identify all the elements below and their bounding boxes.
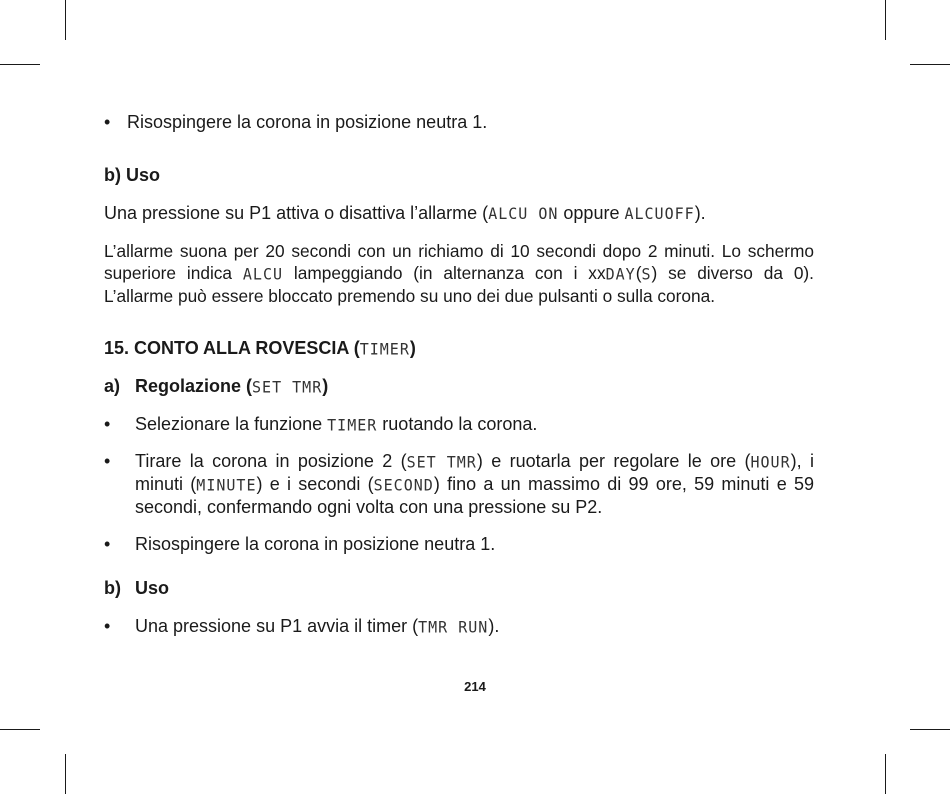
section-15-heading <box>104 337 814 360</box>
text-run: oppure <box>558 203 625 223</box>
lcd-text: MINUTE <box>196 475 257 495</box>
alarm-use-heading: b) Uso <box>104 165 160 185</box>
crop-mark <box>885 0 886 40</box>
crop-mark <box>0 729 40 730</box>
crop-mark <box>65 0 66 40</box>
crop-mark <box>65 754 66 794</box>
text-run: Una pressione su P1 avvia il timer ( <box>135 616 419 636</box>
page-number: 214 <box>464 679 486 694</box>
sub-text: Uso <box>135 578 170 598</box>
text-run: Selezionare la funzione <box>135 414 328 434</box>
crop-mark <box>885 754 886 794</box>
lcd-text: SET TMR <box>406 452 477 472</box>
text-run: lampeggiando (in alternanza con i xx <box>283 263 606 283</box>
text-run: ). <box>488 616 500 636</box>
alarm-ring-paragraph <box>104 240 814 307</box>
text-run: ) <box>322 376 329 396</box>
crop-mark <box>910 64 950 65</box>
heading-text: ) <box>409 338 416 358</box>
text-run: ) e ruotarla per regolare le ore ( <box>476 451 751 471</box>
text-run: ) e i secondi ( <box>256 474 374 494</box>
bullet-dot: • <box>104 616 111 636</box>
sub-text <box>135 375 814 398</box>
text-run: ), i minuti ( <box>135 451 814 494</box>
bullet-dot: • <box>104 414 111 434</box>
alarm-toggle-paragraph <box>104 202 814 225</box>
lcd-text: TMR RUN <box>418 617 489 637</box>
sub-label: a) <box>104 376 121 396</box>
sub-label: b) <box>104 578 121 598</box>
text-run: ) fino a un massimo di 99 ore, 59 minuti e 59 secondi, confermando ogni volta con una pressione su P2. <box>135 474 815 517</box>
bullet-dot: • <box>104 112 111 132</box>
lcd-text: ALCU <box>242 264 284 284</box>
lcd-text: S <box>641 264 652 284</box>
bullet-text <box>135 450 814 518</box>
lcd-text: DAY <box>605 264 636 284</box>
bullet-dot: • <box>104 534 111 554</box>
crop-mark <box>0 64 40 65</box>
text-run: ). <box>694 203 706 223</box>
text-run: Regolazione ( <box>135 376 253 396</box>
bullet-text <box>135 615 814 638</box>
lcd-text: TIMER <box>327 415 378 435</box>
timer-bullet-set <box>104 450 814 516</box>
text-run: ruotando la corona. <box>377 414 538 434</box>
text-run: Una pressione su P1 attiva o disattiva l’allarme ( <box>104 203 489 223</box>
lcd-text: SET TMR <box>252 377 323 397</box>
lcd-text: ALCUOFF <box>624 204 695 224</box>
crop-mark <box>910 729 950 730</box>
text-run: ( <box>635 263 642 283</box>
bullet-dot: • <box>104 451 111 471</box>
bullet-text: Risospingere la corona in posizione neutra 1. <box>127 112 488 132</box>
bullet-text: Risospingere la corona in posizione neutra 1. <box>135 534 496 554</box>
lcd-text: TIMER <box>359 339 410 359</box>
lcd-text: HOUR <box>750 452 791 472</box>
text-run: Tirare la corona in posizione 2 ( <box>135 451 407 471</box>
lcd-text: ALCU ON <box>488 204 559 224</box>
bullet-text <box>135 413 814 436</box>
text-run: L’allarme suona per 20 secondi con un richiamo di 10 secondi dopo 2 minuti. Lo schermo superiore indica <box>104 241 814 283</box>
heading-text: 15. CONTO ALLA ROVESCIA ( <box>104 338 360 358</box>
lcd-text: SECOND <box>373 475 434 495</box>
text-run: ) se diverso da 0). L’allarme può essere bloccato premendo su uno dei due pulsanti o sulla corona. <box>104 263 814 306</box>
